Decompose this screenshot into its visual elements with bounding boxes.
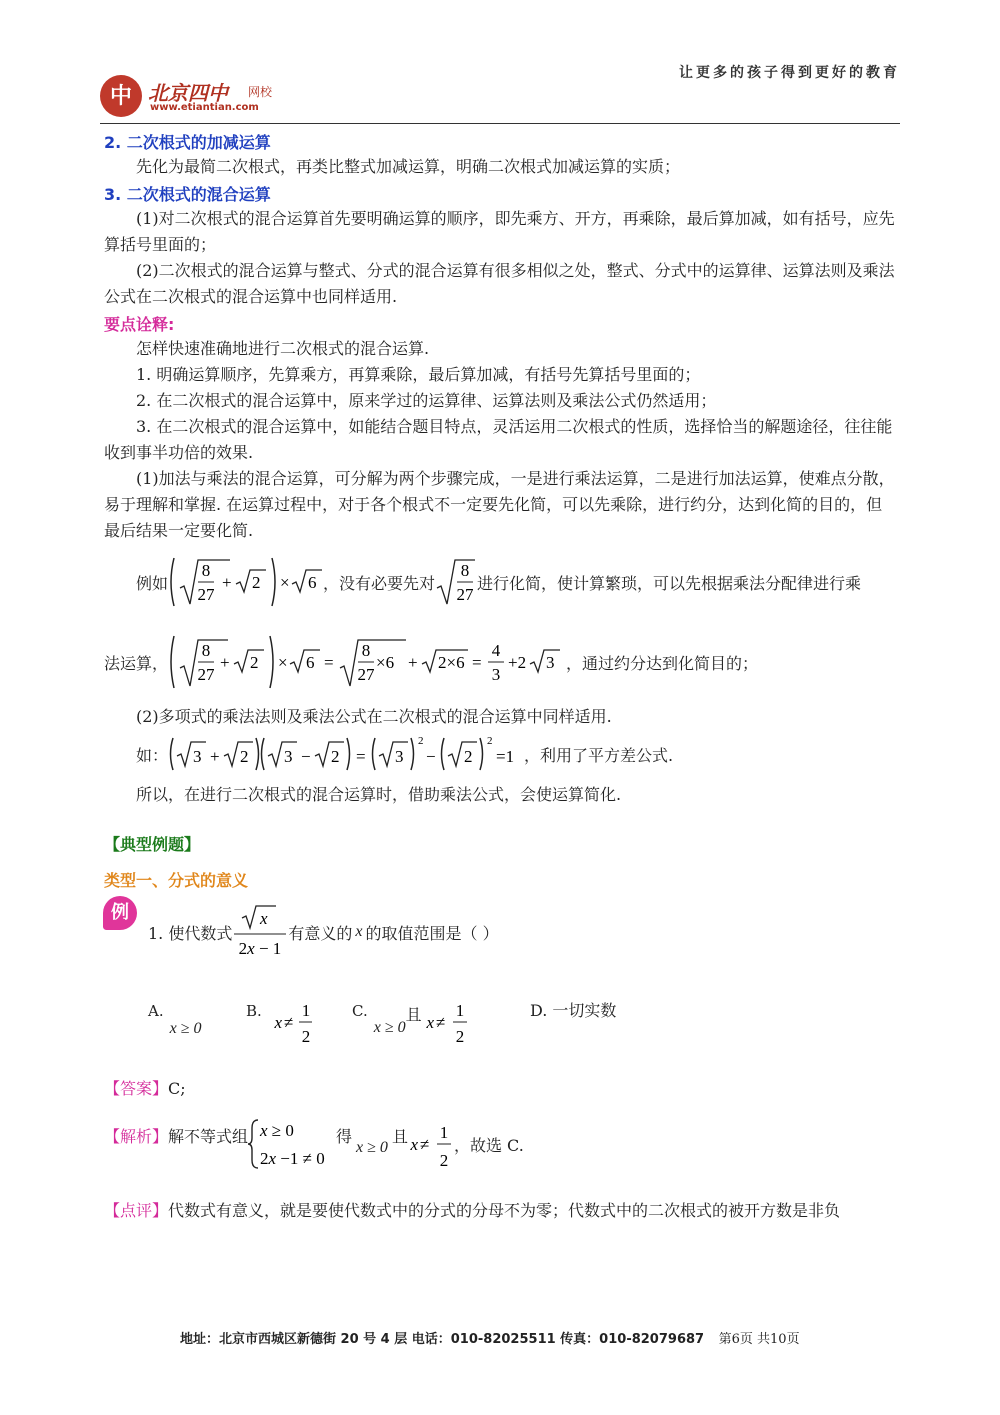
svg-text:1: 1 <box>455 1001 464 1020</box>
svg-text:2x − 1: 2x − 1 <box>239 939 282 958</box>
example-2-line <box>136 734 673 774</box>
ex2-suffix: ，利用了平方差公式. <box>524 745 674 765</box>
analysis-x-ne-half <box>408 1116 454 1172</box>
svg-text:2: 2 <box>301 1027 311 1046</box>
key-item-3: 3. 在二次根式的混合运算中，如能结合题目特点，灵活运用二次根式的性质，选择恰当的解题途径，往往能收到事半功倍的效果. <box>104 417 893 462</box>
examples-title: 【典型例题】 <box>104 835 201 854</box>
svg-text:27: 27 <box>197 585 215 604</box>
key-item-1: 1. 明确运算顺序，先算乘方，再算乘除，最后算加减，有括号先算括号里面的； <box>136 365 701 384</box>
analysis-text-c: 且 <box>391 1127 408 1146</box>
svg-text:×: × <box>280 573 290 592</box>
svg-text:x: x <box>274 1013 282 1032</box>
key-conclusion: 所以，在进行二次根式的混合运算时，借助乘法公式，会使运算简化. <box>136 785 622 804</box>
option-a-label: A. <box>148 1002 164 1020</box>
ex1-sqrt-8-27 <box>435 556 477 608</box>
comment-text: 代数式有意义，就是要使代数式中的分式的分母不为零；代数式中的二次根式的被开方数是非负 <box>168 1201 841 1220</box>
q1-expression <box>232 904 288 960</box>
example-badge-icon: 例 <box>103 896 137 930</box>
section-3-para-1: (1)对二次根式的混合运算首先要明确运算的顺序，即先乘方、开方，再乘除，最后算加减，如有括号，应先算括号里面的； <box>104 209 895 254</box>
header-slogan: 让更多的孩子得到更好的教育 <box>679 65 900 81</box>
footer <box>180 1328 800 1347</box>
svg-text:×6: ×6 <box>376 653 395 672</box>
svg-text:4: 4 <box>491 641 501 660</box>
svg-text:≠: ≠ <box>435 1013 445 1032</box>
option-a-text: x ≥ 0 <box>169 1020 202 1037</box>
svg-text:2: 2 <box>464 747 473 766</box>
svg-text:2: 2 <box>439 1151 449 1170</box>
option-b[interactable] <box>246 996 312 1048</box>
svg-text:+: + <box>220 653 230 672</box>
analysis-text-d: ，故选 C. <box>453 1135 524 1155</box>
svg-text:+: + <box>222 573 232 592</box>
analysis-text-a: 解不等式组 <box>168 1127 249 1146</box>
svg-text:2×6: 2×6 <box>438 653 465 672</box>
ex1-text-b: ，没有必要先对 <box>323 573 436 593</box>
option-b-math <box>262 996 312 1048</box>
inequality-system <box>248 1116 336 1172</box>
svg-text:+: + <box>210 747 220 766</box>
analysis-line <box>104 1116 524 1172</box>
type-1-title: 类型一、分式的意义 <box>104 871 249 890</box>
svg-text:27: 27 <box>197 665 215 684</box>
section-2-title: 2. 二次根式的加减运算 <box>104 133 271 152</box>
option-c-math <box>422 996 472 1048</box>
ex1-text-e: ，通过约分达到化简目的； <box>566 653 759 673</box>
comment-line <box>104 1198 840 1221</box>
svg-text:=: = <box>324 653 334 672</box>
section-3-para-2: (2)二次根式的混合运算与整式、分式的混合运算有很多相似之处，整式、分式中的运算律、运算法则及乘法公式在二次根式的混合运算中也同样适用. <box>104 261 895 306</box>
svg-text:2: 2 <box>455 1027 464 1046</box>
answer-line <box>104 1076 186 1099</box>
svg-text:2: 2 <box>250 653 259 672</box>
svg-text:8: 8 <box>460 561 470 580</box>
ex2-prefix: 如： <box>136 745 169 765</box>
q1-var: x <box>355 923 363 940</box>
svg-text:3: 3 <box>284 747 293 766</box>
option-c-and: 且 <box>405 1005 422 1024</box>
key-points-title: 要点诠释: <box>104 315 175 334</box>
key-para-2: (2)多项式的乘法法则及乘法公式在二次根式的混合运算中同样适用. <box>136 707 612 726</box>
analysis-tag: 【解析】 <box>104 1127 169 1146</box>
ex1-formula <box>168 556 323 608</box>
analysis-x-ge-0: x ≥ 0 <box>356 1139 388 1156</box>
svg-text:2: 2 <box>240 747 249 766</box>
svg-text:2: 2 <box>418 735 424 747</box>
footer-page: 第6页 共10页 <box>718 1332 800 1347</box>
svg-text:=: = <box>356 747 366 766</box>
svg-text:8: 8 <box>201 641 211 660</box>
footer-address: 地址：北京市西城区新德街 20 号 4 层 电话：010-82025511 传真：010-82079687 <box>180 1332 705 1347</box>
svg-text:x: x <box>410 1135 418 1154</box>
svg-text:≠: ≠ <box>419 1135 430 1154</box>
svg-text:−: − <box>301 747 311 766</box>
svg-text:+: + <box>408 653 418 672</box>
svg-text:8: 8 <box>361 641 371 660</box>
svg-text:+2: +2 <box>508 653 527 672</box>
comment-tag: 【点评】 <box>104 1201 169 1220</box>
logo-net: 网校 <box>248 85 273 99</box>
svg-text:6: 6 <box>308 573 317 592</box>
option-c-part1: x ≥ 0 <box>373 1019 406 1036</box>
svg-text:2: 2 <box>487 735 493 747</box>
svg-text:≠: ≠ <box>283 1013 294 1032</box>
ex2-formula <box>168 734 524 774</box>
svg-text:3: 3 <box>395 747 404 766</box>
svg-text:3: 3 <box>546 653 555 672</box>
key-item-2: 2. 在二次根式的混合运算中，原来学过的运算律、运算法则及乘法公式仍然适用； <box>136 391 717 410</box>
section-3-title: 3. 二次根式的混合运算 <box>104 185 271 204</box>
key-intro: 怎样快速准确地进行二次根式的混合运算. <box>136 339 430 358</box>
answer-tag: 【答案】 <box>104 1079 169 1098</box>
svg-text:27: 27 <box>357 665 375 684</box>
svg-text:3: 3 <box>193 747 202 766</box>
option-a[interactable] <box>148 998 202 1046</box>
svg-text:1: 1 <box>439 1123 449 1142</box>
svg-text:×: × <box>278 653 288 672</box>
header-divider <box>100 123 900 124</box>
option-b-label: B. <box>246 1002 262 1020</box>
svg-text:8: 8 <box>201 561 211 580</box>
logo-emblem-icon: 中 <box>100 75 142 117</box>
ex1-text-c: 进行化简，使计算繁琐，可以先根据乘法分配律进行乘 <box>477 573 862 593</box>
svg-text:6: 6 <box>306 653 315 672</box>
school-logo <box>100 75 300 119</box>
svg-text:1: 1 <box>301 1001 311 1020</box>
logo-name: 北京四中 <box>148 81 228 105</box>
svg-text:27: 27 <box>456 585 474 604</box>
option-c-label: C. <box>352 1002 368 1020</box>
option-c[interactable] <box>352 996 472 1048</box>
svg-text:2: 2 <box>331 747 340 766</box>
q1-prefix: 1. 使代数式 <box>148 923 233 943</box>
option-d[interactable]: D. 一切实数 <box>530 1001 617 1020</box>
example-1-line-2 <box>104 634 758 690</box>
section-2-text: 先化为最简二次根式，再类比整式加减运算，明确二次根式加减运算的实质； <box>136 157 681 176</box>
analysis-text-b: 得 <box>336 1127 353 1146</box>
svg-text:−: − <box>426 747 436 766</box>
example-1-line <box>136 556 861 608</box>
q1-end: 的取值范围是（ ） <box>365 923 499 943</box>
svg-text:2x −1 ≠ 0: 2x −1 ≠ 0 <box>260 1149 325 1168</box>
svg-text:=1: =1 <box>496 747 515 766</box>
svg-text:3: 3 <box>491 665 501 684</box>
answer-value: C; <box>168 1079 186 1098</box>
key-para-1: (1)加法与乘法的混合运算，可分解为两个步骤完成，一是进行乘法运算，二是进行加法运算，使难点分散，易于理解和掌握. 在运算过程中，对于各个根式不一定要先化简，可以先乘除，进行约分，达到化简的目的，但最后结果一定要化简. <box>104 469 895 540</box>
question-1 <box>148 904 499 960</box>
svg-text:x ≥ 0: x ≥ 0 <box>260 1121 294 1140</box>
svg-text:=: = <box>472 653 482 672</box>
logo-url: www.etiantian.com <box>150 102 259 113</box>
ex1-prefix: 例如 <box>136 573 169 593</box>
q1-suffix: 有意义的 <box>288 923 353 943</box>
ex1-text-d: 法运算， <box>104 653 169 673</box>
svg-text:2: 2 <box>252 573 261 592</box>
svg-text:x: x <box>260 909 268 928</box>
svg-text:x: x <box>426 1013 434 1032</box>
